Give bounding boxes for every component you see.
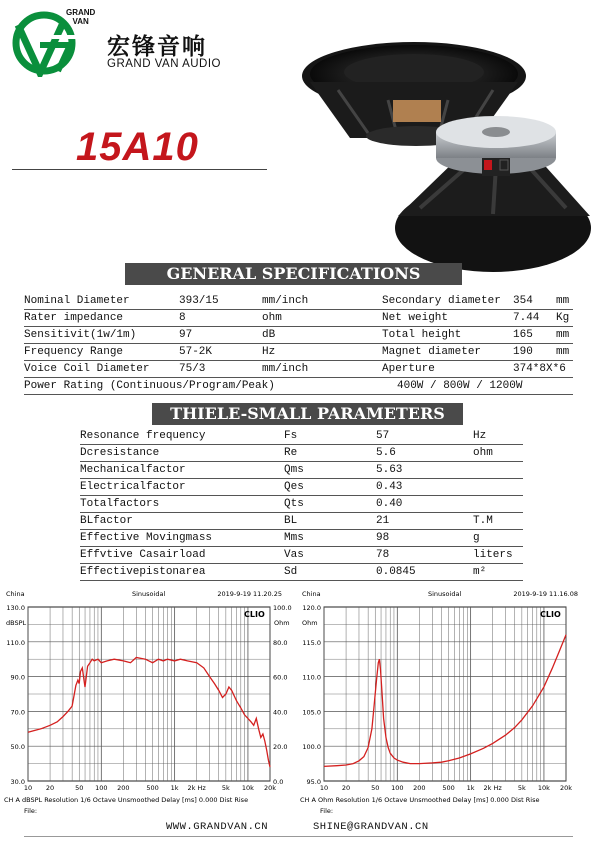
ts-name: Electricalfactor — [80, 481, 186, 493]
spec-label: Sensitivit(1w/1m) — [24, 329, 137, 341]
ts-symbol: Sd — [284, 566, 298, 578]
chart-x-tick-label: 50 — [75, 784, 84, 792]
spec-unit: Hz — [262, 346, 276, 358]
ts-row — [80, 564, 523, 581]
chart-x-tick-label: 200 — [413, 784, 426, 792]
footer-email[interactable]: SHINE@GRANDVAN.CN — [313, 821, 429, 833]
chart-y-tick-label: 130.0 — [6, 604, 25, 612]
ts-name: Effectivepistonarea — [80, 566, 206, 578]
spec-value-2: 165 — [513, 329, 533, 341]
chart-header-left: China — [6, 590, 25, 598]
impedance-chart — [300, 585, 593, 825]
ts-symbol: Re — [284, 447, 298, 459]
chart-y-unit-left: Ohm — [302, 619, 318, 627]
chart-x-tick-label: 20 — [341, 784, 351, 792]
ts-value: 0.0845 — [376, 566, 416, 578]
brand-name-english: GRAND VAN AUDIO — [107, 58, 221, 70]
spec-value-2: 190 — [513, 346, 533, 358]
chart-y2-tick-label: 100.0 — [273, 604, 292, 612]
spec-row-power — [24, 378, 573, 395]
spec-label-2: Net weight — [382, 312, 449, 324]
spec-value: 75/3 — [179, 363, 206, 375]
chart-y-tick-label: 70.0 — [10, 708, 25, 717]
chart-y2-tick-label: 80.0 — [273, 638, 288, 647]
chart-footer: CH A Ohm Resolution 1/6 Octave Unsmoothed Delay [ms] 0.000 Dist Rise — [300, 796, 540, 804]
chart-y-tick-label: 110.0 — [302, 673, 321, 682]
chart-header-left: China — [302, 590, 321, 598]
spec-row — [24, 293, 573, 310]
spec-unit-2: mm — [556, 329, 570, 341]
ts-divider — [80, 580, 523, 581]
spec-value: 8 — [179, 312, 186, 324]
frequency-response-chart — [4, 585, 298, 825]
speaker-product-image — [298, 28, 594, 274]
spec-row — [24, 344, 573, 361]
ts-name: BLfactor — [80, 515, 133, 527]
model-number: 15A10 — [76, 125, 199, 169]
footer-website[interactable]: WWW.GRANDVAN.CN — [166, 821, 269, 833]
chart-y-tick-label: 95.0 — [306, 778, 321, 786]
chart-y-tick-label: 120.0 — [302, 604, 321, 612]
ts-name: Dcresistance — [80, 447, 160, 459]
chart-brand-tag: CLIO — [540, 610, 561, 619]
spec-row — [24, 310, 573, 327]
spec-label-2: Aperture — [382, 363, 435, 375]
chart-footer: CH A dBSPL Resolution 1/6 Octave Unsmoothed Delay [ms] 0.000 Dist Rise — [4, 796, 249, 804]
chart-header-right: 2019-9-19 11.16.08 — [513, 590, 578, 598]
ts-row — [80, 428, 523, 445]
spec-value-2: 7.44 — [513, 312, 540, 324]
ts-value: 98 — [376, 532, 390, 544]
chart-y-unit-left: dBSPL — [6, 619, 27, 627]
chart-file-label: File: — [24, 807, 38, 815]
chart-x-tick-label: 100 — [391, 784, 404, 792]
chart-x-tick-label: 500 — [442, 784, 455, 792]
chart-y-tick-label: 105.0 — [302, 708, 321, 717]
ts-value: 0.40 — [376, 498, 403, 510]
footer-divider — [24, 836, 573, 837]
chart-x-tick-label: 20k — [263, 784, 277, 792]
ts-symbol: Fs — [284, 430, 298, 442]
ts-value: 5.6 — [376, 447, 396, 459]
ts-row — [80, 530, 523, 547]
general-specifications-header: GENERAL SPECIFICATIONS — [125, 263, 462, 285]
chart-x-tick-label: 10 — [23, 784, 33, 792]
chart-x-tick-label: 50 — [371, 784, 380, 792]
ts-symbol: Qes — [284, 481, 304, 493]
chart-x-tick-label: 20k — [559, 784, 573, 792]
chart-header-right: 2019-9-19 11.20.25 — [217, 590, 282, 598]
chart-y2-tick-label: 40.0 — [273, 708, 288, 717]
ts-unit: g — [473, 532, 480, 544]
ts-value: 57 — [376, 430, 390, 442]
ts-symbol: Qts — [284, 498, 304, 510]
ts-value: 78 — [376, 549, 390, 561]
ts-name: Resonance frequency — [80, 430, 206, 442]
ts-name: Totalfactors — [80, 498, 160, 510]
ts-row — [80, 496, 523, 513]
model-underline — [12, 169, 267, 170]
chart-x-tick-label: 5k — [517, 784, 526, 792]
chart-y2-tick-label: 0.0 — [273, 778, 284, 786]
spec-label: Voice Coil Diameter — [24, 363, 150, 375]
chart-y-tick-label: 100.0 — [302, 743, 321, 752]
power-rating-label: Power Rating (Continuous/Program/Peak) — [24, 380, 275, 392]
chart-y-tick-label: 30.0 — [10, 778, 25, 786]
ts-row — [80, 479, 523, 496]
brand-name-chinese: 宏锋音响 — [107, 34, 207, 60]
chart-x-tick-label: 2k Hz — [483, 784, 502, 792]
ts-unit: m² — [473, 566, 487, 578]
chart-x-tick-label: 1k — [170, 784, 179, 792]
ts-unit: Hz — [473, 430, 487, 442]
ts-row — [80, 445, 523, 462]
spec-label: Frequency Range — [24, 346, 124, 358]
spec-unit: mm/inch — [262, 363, 309, 375]
ts-row — [80, 462, 523, 479]
chart-y-tick-label: 110.0 — [6, 638, 25, 647]
ts-value: 5.63 — [376, 464, 403, 476]
chart-y-tick-label: 115.0 — [302, 638, 321, 647]
chart-y-tick-label: 50.0 — [10, 743, 25, 752]
brand-small-line-2: VAN — [72, 17, 89, 26]
spec-row — [24, 361, 573, 378]
ts-name: Effective Movingmass — [80, 532, 213, 544]
spec-value-2: 374*8X*6 — [513, 363, 566, 375]
ts-unit: ohm — [473, 447, 493, 459]
spec-unit-2: Kg — [556, 312, 570, 324]
ts-row — [80, 513, 523, 530]
chart-x-tick-label: 10k — [241, 784, 254, 792]
thiele-small-header: THIELE-SMALL PARAMETERS — [152, 403, 463, 425]
chart-y2-tick-label: 20.0 — [273, 743, 288, 752]
chart-x-tick-label: 5k — [221, 784, 230, 792]
chart-x-tick-label: 200 — [117, 784, 130, 792]
ts-value: 0.43 — [376, 481, 403, 493]
spec-label-2: Secondary diameter — [382, 295, 501, 307]
chart-brand-tag: CLIO — [244, 610, 265, 619]
spec-unit: ohm — [262, 312, 282, 324]
spec-unit-2: mm — [556, 346, 570, 358]
chart-header-mid: Sinusoidal — [428, 590, 462, 598]
chart-x-tick-label: 500 — [146, 784, 159, 792]
chart-x-tick-label: 10 — [319, 784, 329, 792]
ts-symbol: Vas — [284, 549, 304, 561]
chart-y-tick-label: 90.0 — [10, 673, 25, 682]
chart-y2-tick-label: 60.0 — [273, 673, 288, 682]
ts-unit: T.M — [473, 515, 493, 527]
spec-value: 393/15 — [179, 295, 219, 307]
ts-name: Mechanicalfactor — [80, 464, 186, 476]
brand-small-line-1: GRAND — [66, 8, 96, 17]
spec-value: 97 — [179, 329, 193, 341]
chart-y-unit-right: Ohm — [274, 619, 290, 627]
chart-x-tick-label: 20 — [45, 784, 55, 792]
ts-unit: liters — [473, 549, 513, 561]
spec-label-2: Total height — [382, 329, 462, 341]
spec-unit: dB — [262, 329, 276, 341]
chart-x-tick-label: 100 — [95, 784, 108, 792]
ts-symbol: Qms — [284, 464, 304, 476]
spec-value: 57-2K — [179, 346, 213, 358]
spec-unit: mm/inch — [262, 295, 309, 307]
spec-divider — [24, 394, 573, 395]
chart-x-tick-label: 1k — [466, 784, 475, 792]
power-rating-value: 400W / 800W / 1200W — [397, 380, 523, 392]
chart-file-label: File: — [320, 807, 334, 815]
ts-symbol: Mms — [284, 532, 304, 544]
spec-row — [24, 327, 573, 344]
spec-value-2: 354 — [513, 295, 533, 307]
spec-label-2: Magnet diameter — [382, 346, 482, 358]
ts-row — [80, 547, 523, 564]
ts-symbol: BL — [284, 515, 298, 527]
spec-label: Rater impedance — [24, 312, 124, 324]
ts-name: Effvtive Casairload — [80, 549, 206, 561]
ts-value: 21 — [376, 515, 390, 527]
chart-header-mid: Sinusoidal — [132, 590, 166, 598]
spec-unit-2: mm — [556, 295, 570, 307]
brand-small-text — [66, 8, 95, 26]
spec-label: Nominal Diameter — [24, 295, 130, 307]
chart-x-tick-label: 2k Hz — [187, 784, 206, 792]
chart-x-tick-label: 10k — [537, 784, 550, 792]
